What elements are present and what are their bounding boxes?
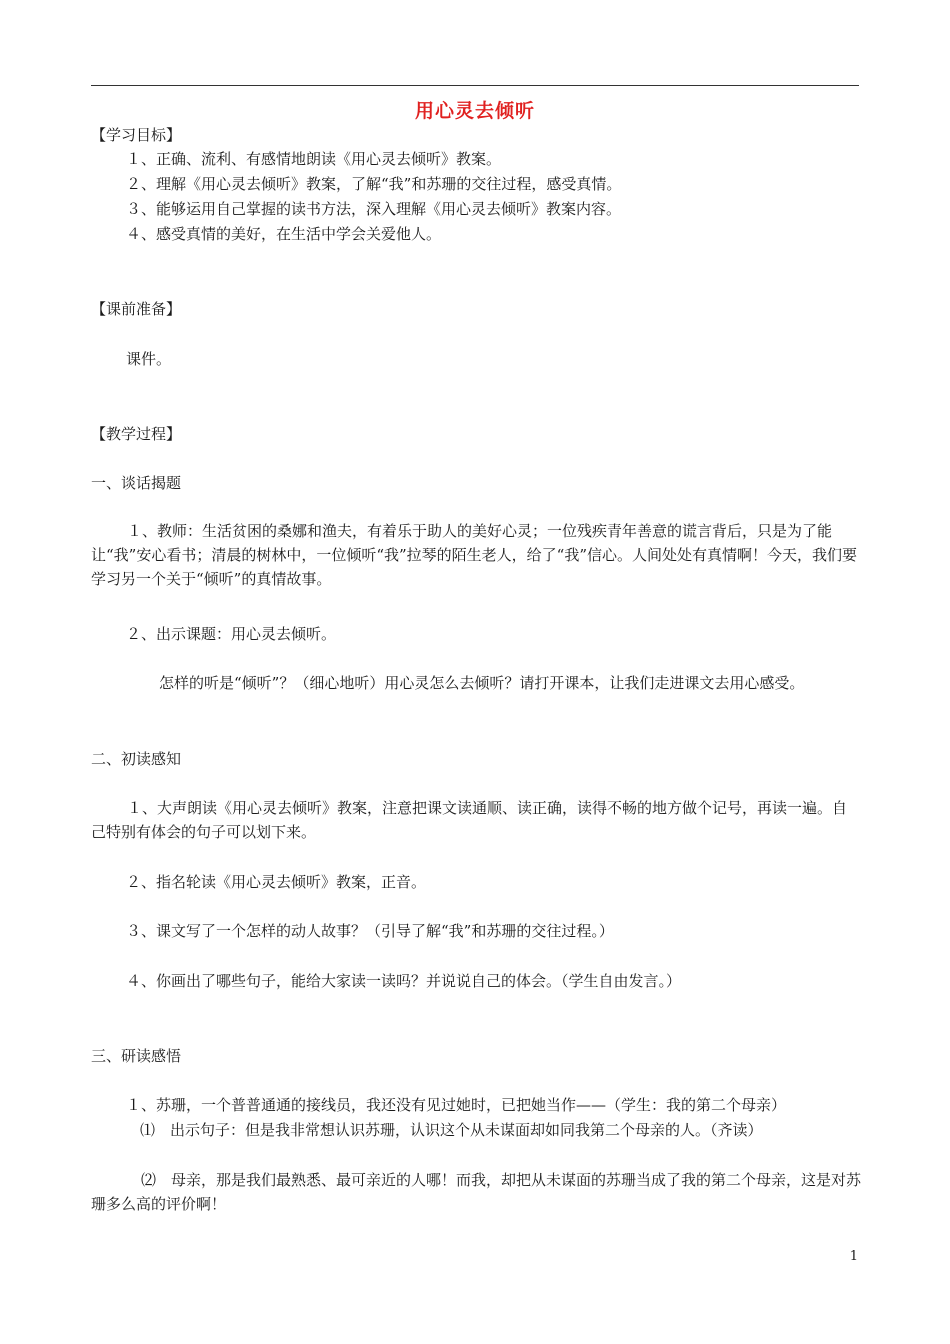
goal-item-4: ４、感受真情的美好，在生活中学会关爱他人。 [126,225,442,243]
part-heading-3: 三、研读感悟 [91,1047,182,1065]
page-number: 1 [849,1249,858,1264]
paragraph: １、苏珊，一个普普通通的接线员，我还没有见过她时，已把她当作——（学生：我的第二个母亲） [126,1096,787,1114]
paragraph-text: １、教师：生活贫困的桑娜和渔夫，有着乐于助人的美好心灵；一位残疾青年善意的谎言背后，只是为了能让“我”安心看书；清晨的树林中，一位倾听“我”拉琴的陌生老人，给了“我”信心。人间处处有真情啊！今天，我们要学习另一个关于“倾听”的真情故事。 [91,522,858,588]
paragraph: ２、出示课题：用心灵去倾听。 [126,625,337,643]
section-heading-prep: 【课前准备】 [91,300,182,318]
paragraph [91,796,861,844]
paragraph [91,519,861,591]
header-rule [91,85,859,86]
prep-text: 课件。 [126,350,172,368]
paragraph: ４、你画出了哪些句子，能给大家读一读吗？并说说自己的体会。（学生自由发言。） [126,972,682,990]
part-heading-2: 二、初读感知 [91,750,182,768]
goal-item-2: ２、理解《用心灵去倾听》教案，了解“我”和苏珊的交往过程，感受真情。 [126,175,622,193]
document-title: 用心灵去倾听 [414,100,535,122]
part-heading-1: 一、谈话揭题 [91,474,182,492]
section-heading-goals: 【学习目标】 [91,126,182,144]
paragraph: 怎样的听是“倾听”？（细心地听）用心灵怎么去倾听？请打开课本，让我们走进课文去用心感受。 [159,674,805,692]
paragraph: ２、指名轮读《用心灵去倾听》教案，正音。 [126,873,427,891]
paragraph-text: ⑵ 母亲，那是我们最熟悉、最可亲近的人哪！而我，却把从未谋面的苏珊当成了我的第二个母亲，这是对苏珊多么高的评价啊！ [91,1171,862,1213]
section-heading-process: 【教学过程】 [91,425,182,443]
paragraph [91,1168,861,1216]
goal-item-3: ３、能够运用自己掌握的读书方法，深入理解《用心灵去倾听》教案内容。 [126,200,622,218]
paragraph: ⑴ 出示句子：但是我非常想认识苏珊，认识这个从未谋面却如同我第二个母亲的人。（齐读） [140,1121,763,1139]
goal-item-1: １、正确、流利、有感情地朗读《用心灵去倾听》教案。 [126,150,502,168]
paragraph: ３、课文写了一个怎样的动人故事？（引导了解“我”和苏珊的交往过程。） [126,922,614,940]
paragraph-text: １、大声朗读《用心灵去倾听》教案，注意把课文读通顺、读正确，读得不畅的地方做个记号，再读一遍。自己特别有体会的句子可以划下来。 [91,799,848,841]
